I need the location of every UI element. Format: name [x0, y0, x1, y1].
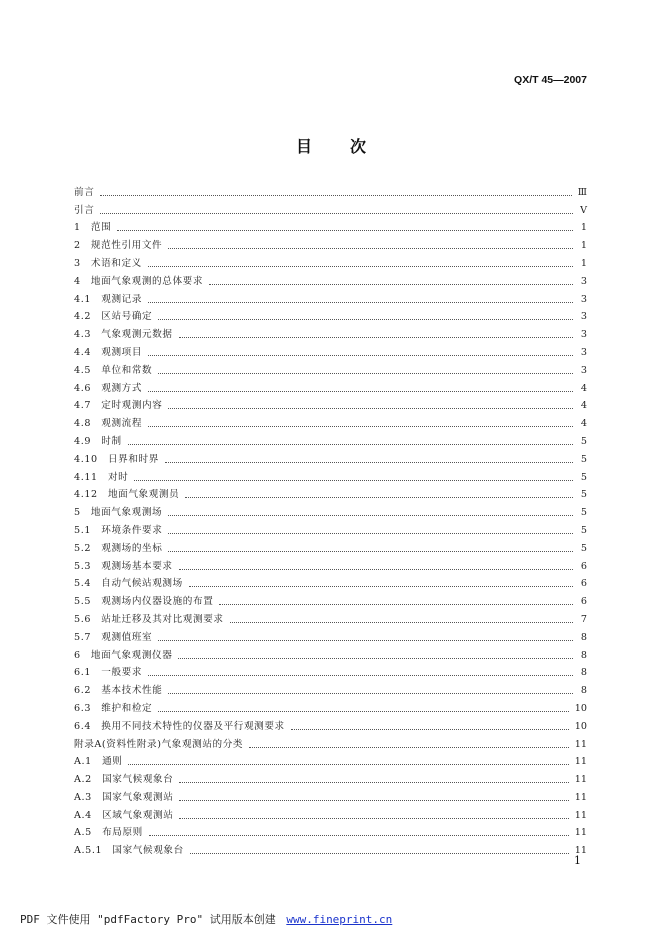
toc-entry-title: 5.7 观测值班室 [74, 631, 153, 643]
toc-entry-page: 3 [580, 364, 587, 376]
toc-entry-title: 6.4 换用不同技术特性的仪器及平行观测要求 [74, 720, 285, 732]
toc-entry[interactable] [74, 786, 587, 804]
dot-leader [249, 747, 569, 748]
toc-entry[interactable] [74, 662, 587, 680]
dot-leader [185, 497, 573, 498]
toc-entry-title: 6.2 基本技术性能 [74, 685, 163, 697]
toc-entry-page: 5 [580, 453, 587, 465]
toc-entry-title: 5.4 自动气候站观测场 [74, 578, 183, 590]
toc-entry-title: 5.3 观测场基本要求 [74, 560, 173, 572]
toc-entry-title: A.4 区域气象观测站 [74, 809, 174, 821]
dot-leader [158, 640, 573, 641]
toc-entry[interactable] [74, 555, 587, 573]
dot-leader [179, 569, 573, 570]
toc-entry-page: 11 [574, 756, 587, 768]
toc-entry[interactable] [74, 804, 587, 822]
toc-entry[interactable] [74, 839, 587, 857]
toc-entry-title: 4.8 观测流程 [74, 418, 143, 430]
toc-entry-page: 4 [580, 400, 587, 412]
toc-entry-title: 5.2 观测场的坐标 [74, 542, 163, 554]
dot-leader [230, 622, 573, 623]
dot-leader [178, 658, 573, 659]
toc-entry[interactable] [74, 573, 587, 591]
toc-entry-title: 1 范围 [74, 222, 112, 234]
dot-leader [149, 835, 569, 836]
dot-leader [179, 337, 573, 338]
dot-leader [179, 818, 568, 819]
toc-entry-page: 4 [580, 418, 587, 430]
table-of-contents [74, 181, 587, 857]
toc-entry[interactable] [74, 306, 587, 324]
toc-entry-page: 8 [580, 685, 587, 697]
dot-leader [117, 230, 573, 231]
toc-entry-page: 10 [574, 702, 587, 714]
toc-entry-title: 2 规范性引用文件 [74, 240, 163, 252]
toc-entry-page: 1 [580, 240, 587, 252]
dot-leader [148, 302, 573, 303]
toc-entry-page: 8 [580, 649, 587, 661]
toc-entry-title: 4.1 观测记录 [74, 293, 143, 305]
toc-entry-page: 11 [574, 827, 587, 839]
toc-entry-title: 4.9 时制 [74, 435, 122, 447]
toc-entry-title: 前言 [74, 186, 95, 198]
toc-entry[interactable] [74, 395, 587, 413]
dot-leader [209, 284, 573, 285]
toc-entry-title: 4.10 日界和时界 [74, 453, 159, 465]
toc-entry[interactable] [74, 181, 587, 199]
toc-entry-title: A.5 布局原则 [74, 827, 143, 839]
toc-entry-page: 3 [580, 329, 587, 341]
toc-entry-title: A.5.1 国家气候观象台 [74, 845, 184, 857]
toc-entry[interactable] [74, 733, 587, 751]
dot-leader [134, 480, 573, 481]
toc-entry[interactable] [74, 199, 587, 217]
toc-entry[interactable] [74, 484, 587, 502]
dot-leader [189, 586, 573, 587]
toc-entry[interactable] [74, 217, 587, 235]
toc-entry-title: 5.6 站址迁移及其对比观测要求 [74, 613, 224, 625]
toc-entry-page: 7 [580, 613, 587, 625]
toc-entry-page: 8 [580, 631, 587, 643]
dot-leader [128, 764, 568, 765]
toc-entry-page: 11 [574, 845, 587, 857]
dot-leader [168, 533, 573, 534]
toc-entry-page: 11 [574, 774, 587, 786]
toc-entry[interactable] [74, 288, 587, 306]
toc-entry-page: 5 [580, 471, 587, 483]
toc-entry-title: 4.11 对时 [74, 471, 129, 483]
toc-entry[interactable] [74, 768, 587, 786]
toc-entry-page: 3 [580, 275, 587, 287]
dot-leader [179, 800, 568, 801]
fineprint-link[interactable]: www.fineprint.cn [286, 913, 393, 926]
dot-leader [168, 693, 573, 694]
dot-leader [168, 408, 573, 409]
dot-leader [168, 248, 573, 249]
footer [20, 911, 392, 927]
dot-leader [128, 444, 573, 445]
toc-entry-page: 6 [580, 560, 587, 572]
toc-entry-title: 4.3 气象观测元数据 [74, 329, 173, 341]
dot-leader [148, 391, 573, 392]
toc-entry-page: 11 [574, 738, 587, 750]
toc-entry[interactable] [74, 466, 587, 484]
toc-entry[interactable] [74, 234, 587, 252]
toc-entry-title: A.3 国家气象观测站 [74, 791, 174, 803]
toc-entry[interactable] [74, 697, 587, 715]
toc-entry-title: 附录A(资料性附录)气象观测站的分类 [74, 738, 244, 750]
toc-entry-page: 1 [580, 257, 587, 269]
toc-entry[interactable] [74, 359, 587, 377]
toc-entry[interactable] [74, 430, 587, 448]
toc-entry-page: 5 [580, 524, 587, 536]
toc-entry-title: 4.6 观测方式 [74, 382, 143, 394]
toc-entry-page: 5 [580, 542, 587, 554]
toc-entry-title: 5 地面气象观测场 [74, 507, 163, 519]
dot-leader [219, 604, 573, 605]
toc-entry[interactable] [74, 822, 587, 840]
toc-entry[interactable] [74, 448, 587, 466]
toc-entry-page: 3 [580, 346, 587, 358]
toc-entry[interactable] [74, 608, 587, 626]
toc-entry-page: Ⅲ [577, 186, 587, 198]
dot-leader [168, 515, 573, 516]
toc-entry[interactable] [74, 377, 587, 395]
toc-entry-page: 5 [580, 435, 587, 447]
toc-entry[interactable] [74, 537, 587, 555]
toc-entry[interactable] [74, 412, 587, 430]
toc-entry-page: 11 [574, 791, 587, 803]
dot-leader [158, 711, 569, 712]
toc-entry-title: 4.12 地面气象观测员 [74, 489, 180, 501]
toc-entry[interactable] [74, 252, 587, 270]
toc-entry-title: 3 术语和定义 [74, 257, 142, 269]
toc-entry-page: 10 [574, 720, 587, 732]
toc-entry-title: 4.2 区站号确定 [74, 311, 153, 323]
toc-entry[interactable] [74, 519, 587, 537]
toc-entry-page: 4 [580, 382, 587, 394]
toc-entry[interactable] [74, 644, 587, 662]
toc-entry-page: 11 [574, 809, 587, 821]
toc-entry-title: 4 地面气象观测的总体要求 [74, 275, 204, 287]
toc-entry[interactable] [74, 626, 587, 644]
dot-leader [291, 729, 569, 730]
dot-leader [100, 195, 571, 196]
toc-entry[interactable] [74, 323, 587, 341]
toc-entry-title: A.2 国家气候观象台 [74, 774, 174, 786]
toc-entry-title: 4.4 观测项目 [74, 346, 143, 358]
dot-leader [190, 853, 569, 854]
toc-entry-page: 1 [580, 222, 587, 234]
toc-entry-title: 4.7 定时观测内容 [74, 400, 163, 412]
toc-entry-title: 引言 [74, 204, 95, 216]
toc-entry-page: 5 [580, 489, 587, 501]
toc-entry[interactable] [74, 715, 587, 733]
toc-entry-page: 8 [580, 667, 587, 679]
toc-entry[interactable] [74, 679, 587, 697]
dot-leader [168, 551, 573, 552]
dot-leader [179, 782, 568, 783]
toc-entry-title: 5.1 环境条件要求 [74, 524, 163, 536]
toc-entry-page: 3 [580, 293, 587, 305]
toc-entry-title: A.1 通则 [74, 756, 123, 768]
toc-entry[interactable] [74, 751, 587, 769]
toc-entry-page: 6 [580, 578, 587, 590]
dot-leader [148, 266, 573, 267]
dot-leader [148, 675, 573, 676]
toc-entry-title: 5.5 观测场内仪器设施的布置 [74, 596, 214, 608]
toc-entry-page: 6 [580, 596, 587, 608]
toc-entry-page: 5 [580, 507, 587, 519]
toc-entry-page: 3 [580, 311, 587, 323]
toc-entry-page: Ⅴ [580, 204, 587, 216]
dot-leader [158, 373, 573, 374]
toc-entry-title: 6.3 维护和检定 [74, 702, 153, 714]
footer-text: PDF 文件使用 "pdfFactory Pro" 试用版本创建 [20, 913, 276, 926]
toc-entry[interactable] [74, 590, 587, 608]
toc-entry-title: 6 地面气象观测仪器 [74, 649, 173, 661]
page-number: 1 [574, 854, 581, 867]
dot-leader [158, 319, 573, 320]
dot-leader [148, 426, 573, 427]
toc-entry-title: 4.5 单位和常数 [74, 364, 153, 376]
standard-code: QX/T 45—2007 [514, 74, 587, 86]
toc-entry[interactable] [74, 501, 587, 519]
toc-entry[interactable] [74, 270, 587, 288]
page-title: 目次 [295, 137, 404, 156]
dot-leader [100, 213, 573, 214]
dot-leader [165, 462, 573, 463]
dot-leader [148, 355, 573, 356]
toc-entry-title: 6.1 一般要求 [74, 667, 143, 679]
toc-entry[interactable] [74, 341, 587, 359]
